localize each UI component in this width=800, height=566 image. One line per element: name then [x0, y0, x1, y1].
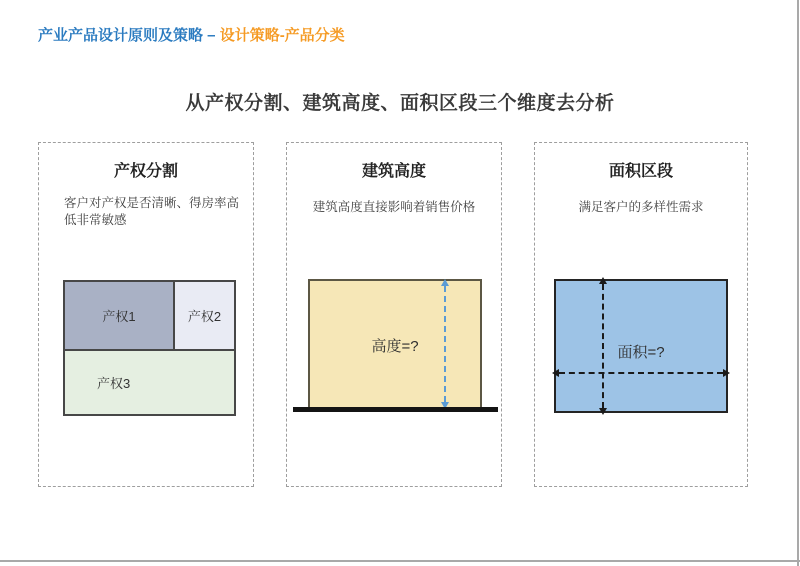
property-cell-2: [175, 282, 234, 349]
page-edge-right: [797, 0, 799, 566]
area-horizontal-measure-arrow-icon: [559, 372, 723, 374]
area-vertical-measure-arrow-icon: [602, 284, 604, 408]
panel-property-division: [38, 142, 254, 487]
header-title-primary: 产业产品设计原则及策略 –: [38, 27, 216, 44]
property-cell-1: [65, 282, 175, 349]
property-division-diagram: [63, 280, 236, 416]
panel-area-segment: [534, 142, 748, 487]
panel-building-height: [286, 142, 502, 487]
ground-line: [293, 407, 498, 412]
panel-property-title: 产权分割: [113, 163, 178, 180]
slide-header: [38, 24, 345, 45]
header-title-accent: 设计策略-产品分类: [219, 27, 345, 44]
panel-area-title: 面积区段: [608, 163, 673, 180]
property-cell-1-label: 产权1: [102, 309, 136, 324]
height-dimension-label: 高度=?: [371, 338, 419, 355]
property-cell-3: [65, 351, 234, 414]
panel-area-description: 满足客户的多样性需求: [578, 200, 704, 214]
property-cell-3-label: 产权3: [97, 376, 131, 391]
area-dimension-label: 面积=?: [617, 344, 665, 361]
panel-height-title: 建筑高度: [361, 163, 426, 180]
main-title: 从产权分割、建筑高度、面积区段三个维度去分析: [185, 93, 615, 114]
height-measure-arrow-icon: [444, 286, 446, 402]
property-diagram-top-row: [65, 282, 234, 351]
panel-property-description: 客户对产权是否清晰、得房率高低非常敏感: [64, 196, 240, 228]
building-rect: [308, 279, 482, 410]
panel-height-description: 建筑高度直接影响着销售价格: [312, 200, 476, 214]
property-cell-2-label: 产权2: [187, 309, 222, 324]
page-edge-bottom: [0, 560, 800, 562]
area-rect: [554, 279, 728, 413]
